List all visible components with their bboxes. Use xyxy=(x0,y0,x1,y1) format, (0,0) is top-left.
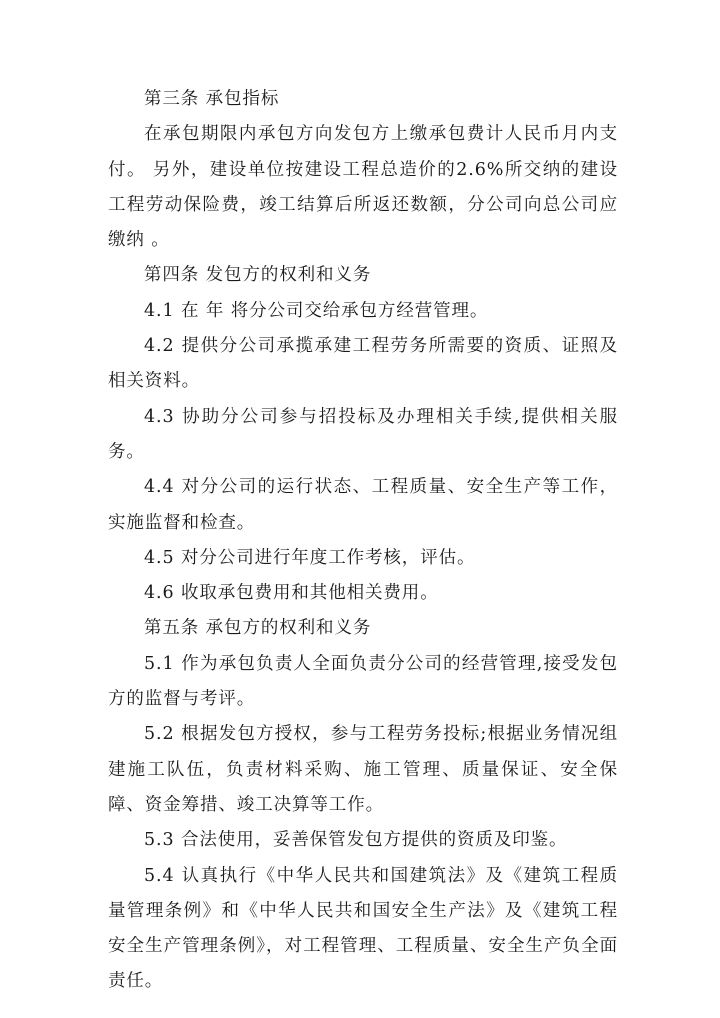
clause-4-1: 4.1 在 年 将分公司交给承包方经营管理。 xyxy=(144,300,489,321)
clause-4-3: 4.3 协助分公司参与招投标及办理相关手续,提供相关服务。 xyxy=(108,406,618,462)
clause-4-5: 4.5 对分公司进行年度工作考核，评估。 xyxy=(144,547,476,568)
clause-5-3: 5.3 合法使用，妥善保管发包方提供的资质及印鉴。 xyxy=(144,830,568,851)
clause-4-4: 4.4 对分公司的运行状态、工程质量、安全生产等工作，实施监督和检查。 xyxy=(108,477,618,533)
clause-5-2: 5.2 根据发包方授权，参与工程劳务投标;根据业务情况组建施工队伍，负责材料采购、施工管理、质量保证、安全保障、资金筹措、竣工决算等工作。 xyxy=(108,724,618,815)
article-5-heading: 第五条 承包方的权利和义务 xyxy=(144,618,372,639)
clause-4-6: 4.6 收取承包费用和其他相关费用。 xyxy=(144,583,439,604)
document-page xyxy=(108,82,618,1000)
article-3-heading: 第三条 承包指标 xyxy=(144,89,280,109)
clause-5-4: 5.4 认真执行《中华人民共和国建筑法》及《建筑工程质量管理条例》和《中华人民共和国安全生产法》及《建筑工程安全生产管理条例》，对工程管理、工程质量、安全生产负全面责任。 xyxy=(108,865,618,992)
article-3-body: 在承包期限内承包方向发包方上缴承包费计人民币月内支付。 另外，建设单位按建设工程总造价的2.6%所交纳的建设工程劳动保险费，竣工结算后所返还数额，分公司向总公司应缴纳 。 xyxy=(108,124,618,251)
clause-4-2: 4.2 提供分公司承揽承建工程劳务所需要的资质、证照及相关资料。 xyxy=(108,336,618,392)
article-4-heading: 第四条 发包方的权利和义务 xyxy=(144,265,372,286)
clause-5-1: 5.1 作为承包负责人全面负责分公司的经营管理,接受发包方的监督与考评。 xyxy=(108,653,618,710)
